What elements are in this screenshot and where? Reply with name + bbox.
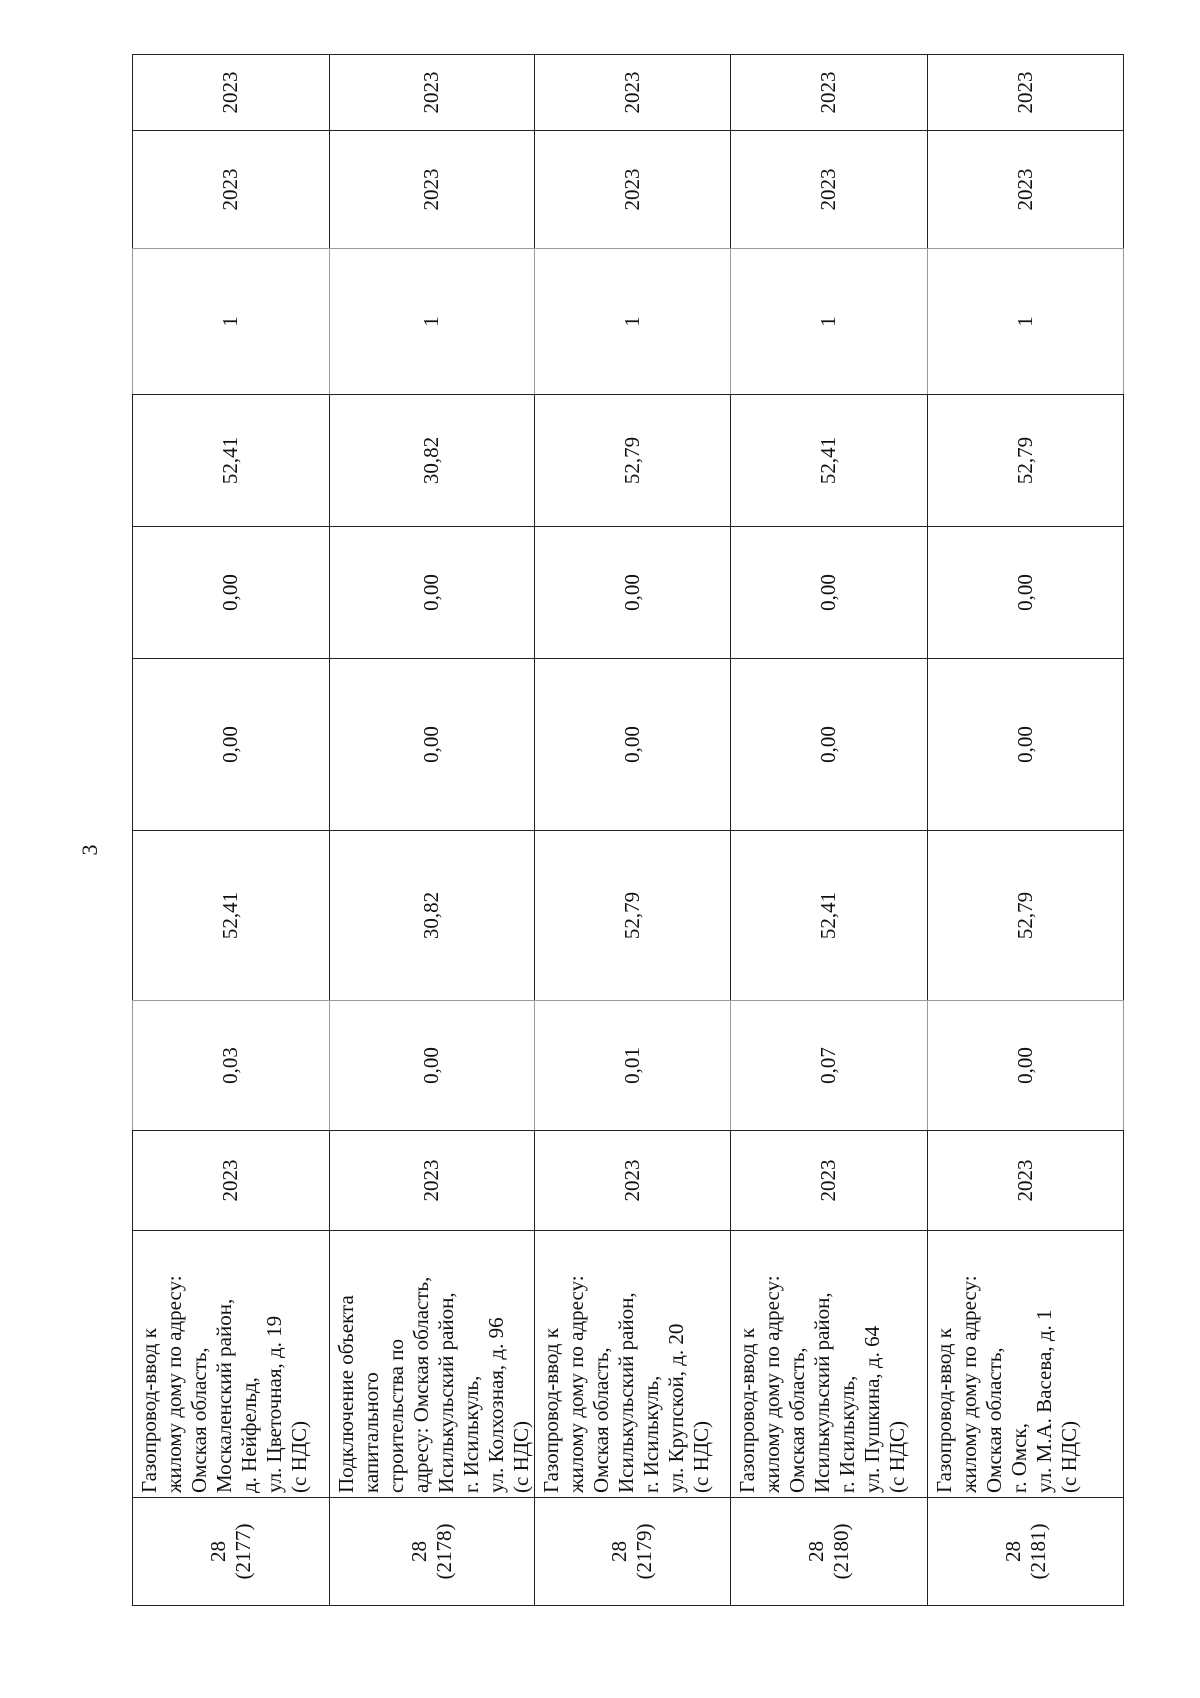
value-cell-2: 52,41: [133, 831, 330, 1001]
start-year-cell: 2023: [329, 1131, 534, 1231]
description-line: г. Исилькуль,: [835, 1375, 860, 1493]
value-cell-3: 0,00: [329, 659, 534, 831]
description-line: ул. Крупской, д. 20: [663, 1323, 688, 1493]
table-row: [731, 55, 928, 1606]
start-year-cell: 2023: [927, 1131, 1124, 1231]
description-line: г. Исилькуль,: [638, 1375, 663, 1493]
description-line: Омская область,: [588, 1347, 613, 1493]
row-id-cell: [133, 1498, 330, 1606]
value-cell-3: 0,00: [133, 659, 330, 831]
value-cell-1: 0,07: [731, 1001, 928, 1131]
description-line: г. Омск,: [1006, 1423, 1031, 1493]
start-year-cell: 2023: [133, 1131, 330, 1231]
description-line: ул. Колхозная, д. 96: [483, 1317, 508, 1493]
description-line: д. Нейфельд,: [237, 1377, 261, 1493]
value-cell-5: 30,82: [329, 395, 534, 527]
start-year-cell: 2023: [534, 1131, 731, 1231]
row-id-line: 28: [205, 1541, 230, 1562]
value-cell-3: 0,00: [534, 659, 731, 831]
value-cell-4: 0,00: [329, 527, 534, 659]
value-cell-3: 0,00: [731, 659, 928, 831]
row-id-cell: [534, 1498, 731, 1606]
description-line: Подключение объекта: [333, 1295, 358, 1493]
object-description-cell: [329, 1231, 534, 1498]
year-cell-2: 2023: [731, 131, 928, 249]
value-cell-1: 0,01: [534, 1001, 731, 1131]
description-line: капитального: [358, 1372, 383, 1493]
object-description-cell: [534, 1231, 731, 1498]
count-cell: 1: [534, 249, 731, 395]
value-cell-2: 52,79: [927, 831, 1124, 1001]
description-line: (с НДС): [885, 1420, 910, 1493]
year-cell-2: 2023: [133, 131, 330, 249]
description-line: (с НДС): [287, 1420, 311, 1493]
description-line: ул. М.А. Васева, д. 1: [1031, 1309, 1056, 1493]
row-id-line: (2180): [828, 1523, 853, 1580]
object-description-cell: [133, 1231, 330, 1498]
page-number: 3: [77, 844, 102, 856]
row-id-line: 28: [803, 1541, 828, 1562]
count-cell: 1: [133, 249, 330, 395]
investment-table: [132, 54, 1124, 1606]
table-row: [329, 55, 534, 1606]
description-line: Исилькульский район,: [613, 1292, 638, 1493]
description-line: жилому дому по адресу:: [760, 1275, 785, 1493]
table-row: [534, 55, 731, 1606]
value-cell-3: 0,00: [927, 659, 1124, 831]
row-id-cell: [731, 1498, 928, 1606]
object-description-cell: [927, 1231, 1124, 1498]
description-line: Газопровод-ввод к: [931, 1328, 956, 1493]
value-cell-5: 52,41: [133, 395, 330, 527]
row-id-cell: [927, 1498, 1124, 1606]
description-line: адресу: Омская область,: [408, 1276, 433, 1493]
description-line: (с НДС): [688, 1420, 713, 1493]
row-id-line: (2181): [1025, 1523, 1050, 1580]
count-cell: 1: [731, 249, 928, 395]
description-line: Газопровод-ввод к: [735, 1328, 760, 1493]
value-cell-2: 52,41: [731, 831, 928, 1001]
row-id-line: 28: [406, 1541, 431, 1562]
description-line: Омская область,: [785, 1347, 810, 1493]
value-cell-5: 52,79: [927, 395, 1124, 527]
row-id-line: (2178): [431, 1523, 456, 1580]
start-year-cell: 2023: [731, 1131, 928, 1231]
row-id-cell: [329, 1498, 534, 1606]
year-cell-3: 2023: [731, 55, 928, 131]
description-line: Омская область,: [187, 1347, 211, 1493]
description-line: Газопровод-ввод к: [137, 1328, 161, 1493]
description-line: Исилькульский район,: [433, 1292, 458, 1493]
value-cell-5: 52,41: [731, 395, 928, 527]
value-cell-1: 0,00: [927, 1001, 1124, 1131]
value-cell-1: 0,00: [329, 1001, 534, 1131]
description-line: Исилькульский район,: [810, 1292, 835, 1493]
description-line: жилому дому по адресу:: [162, 1275, 186, 1493]
value-cell-4: 0,00: [133, 527, 330, 659]
year-cell-3: 2023: [534, 55, 731, 131]
value-cell-1: 0,03: [133, 1001, 330, 1131]
row-id-line: 28: [1000, 1541, 1025, 1562]
value-cell-2: 30,82: [329, 831, 534, 1001]
table-wrapper: [132, 55, 1115, 1606]
description-line: (с НДС): [1056, 1420, 1081, 1493]
description-line: Газопровод-ввод к: [538, 1328, 563, 1493]
description-line: строительства по: [383, 1339, 408, 1493]
year-cell-2: 2023: [534, 131, 731, 249]
description-line: (с НДС): [508, 1420, 533, 1493]
rotated-table-container: [132, 55, 1115, 1606]
year-cell-2: 2023: [329, 131, 534, 249]
value-cell-2: 52,79: [534, 831, 731, 1001]
description-line: ул. Пушкина, д. 64: [860, 1325, 885, 1493]
count-cell: 1: [927, 249, 1124, 395]
description-line: ул. Цветочная, д. 19: [262, 1315, 286, 1493]
table-row: [133, 55, 330, 1606]
row-id-line: (2177): [230, 1523, 255, 1580]
row-id-line: (2179): [632, 1523, 657, 1580]
count-cell: 1: [329, 249, 534, 395]
year-cell-3: 2023: [927, 55, 1124, 131]
table-row: [927, 55, 1124, 1606]
value-cell-4: 0,00: [927, 527, 1124, 659]
description-line: Москаленский район,: [212, 1298, 236, 1493]
year-cell-3: 2023: [329, 55, 534, 131]
object-description-cell: [731, 1231, 928, 1498]
row-id-line: 28: [607, 1541, 632, 1562]
description-line: жилому дому по адресу:: [563, 1275, 588, 1493]
value-cell-5: 52,79: [534, 395, 731, 527]
description-line: жилому дому по адресу:: [956, 1275, 981, 1493]
year-cell-2: 2023: [927, 131, 1124, 249]
description-line: г. Исилькуль,: [458, 1375, 483, 1493]
value-cell-4: 0,00: [731, 527, 928, 659]
year-cell-3: 2023: [133, 55, 330, 131]
description-line: Омская область,: [981, 1347, 1006, 1493]
value-cell-4: 0,00: [534, 527, 731, 659]
